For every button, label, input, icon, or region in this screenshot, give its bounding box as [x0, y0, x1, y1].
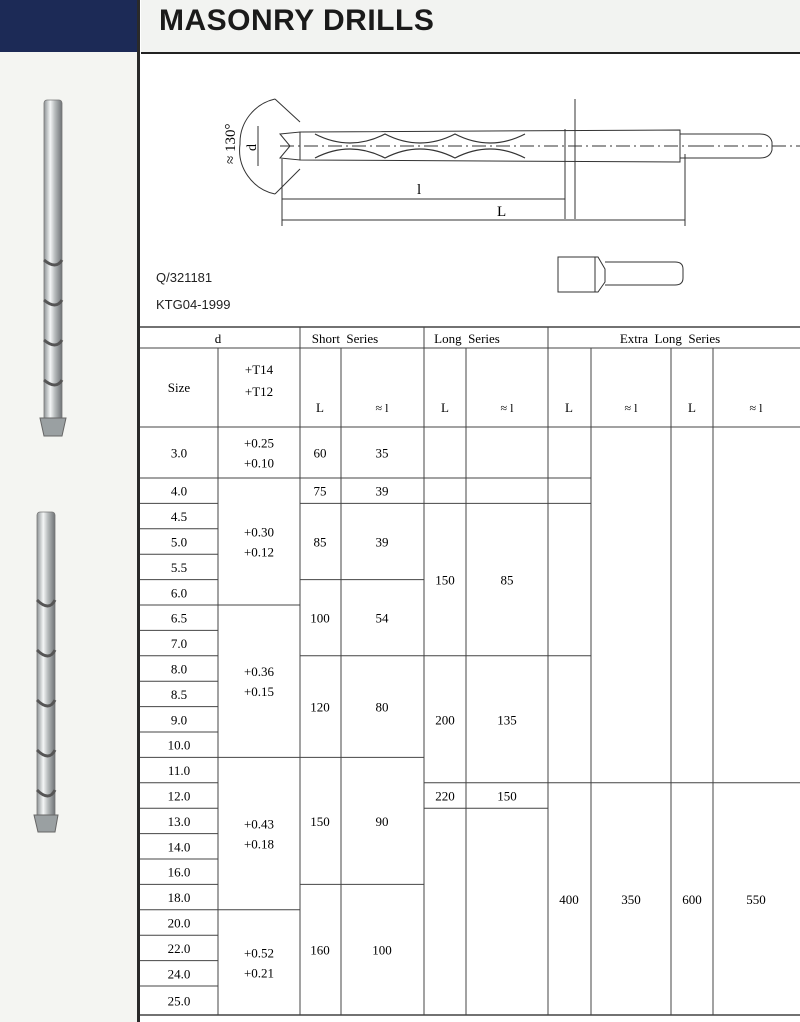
size-cell: 10.0: [167, 737, 191, 753]
long-series-l: 135: [497, 712, 517, 728]
header-long-l: ≈ l: [500, 401, 514, 415]
size-cell: 14.0: [167, 839, 191, 855]
page-title: MASONRY DRILLS: [159, 4, 435, 37]
long-series-L: 150: [435, 572, 455, 588]
tolerance-upper: +0.36: [243, 664, 275, 680]
header-long-series: Long Series: [434, 331, 500, 346]
header-short-L: L: [316, 400, 324, 415]
short-series-L: 100: [310, 610, 330, 626]
specs-table: [140, 320, 800, 1020]
size-cell: 18.0: [167, 890, 191, 906]
short-series-L: 60: [313, 445, 327, 461]
header-extra-long-series: Extra Long Series: [619, 331, 721, 346]
size-cell: 3.0: [170, 445, 188, 461]
header-extra-l1: ≈ l: [624, 401, 638, 415]
size-cell: 25.0: [167, 993, 191, 1009]
short-series-L: 120: [310, 699, 330, 715]
extra-long-l1: 350: [621, 891, 641, 907]
size-cell: 22.0: [167, 940, 191, 956]
short-series-L: 75: [313, 483, 327, 499]
drill-bit-illustration-short: [0, 0, 137, 1022]
shank-detail-drawing: [558, 257, 683, 292]
drill-bit-bottom: [34, 512, 58, 832]
tolerance-upper: +0.52: [243, 945, 275, 961]
drill-bit-top: [40, 100, 66, 436]
header-extra-l2: ≈ l: [749, 401, 763, 415]
drill-technical-drawing: [140, 54, 800, 314]
short-series-l: 80: [375, 699, 389, 715]
overall-length-label: L: [497, 204, 507, 220]
extra-long-l2: 550: [746, 891, 766, 907]
header-tol-top: +T14: [244, 362, 274, 377]
short-series-L: 150: [310, 813, 330, 829]
short-series-l: 35: [375, 445, 389, 461]
size-cell: 11.0: [167, 763, 191, 779]
short-series-l: 39: [375, 483, 389, 499]
size-cell: 6.5: [170, 610, 188, 626]
extra-long-L2: 600: [682, 891, 702, 907]
short-series-l: 39: [375, 534, 389, 550]
size-cell: 5.0: [170, 534, 188, 550]
long-series-L: 200: [435, 712, 455, 728]
short-series-l: 100: [372, 942, 392, 958]
diameter-label: d: [245, 144, 260, 151]
short-series-L: 160: [310, 942, 330, 958]
tolerance-lower: +0.10: [243, 455, 275, 471]
short-series-l: 54: [375, 610, 389, 626]
angle-label: ≈ 130°: [223, 123, 239, 164]
size-cell: 24.0: [167, 966, 191, 982]
size-cell: 4.5: [170, 509, 188, 525]
size-cell: 16.0: [167, 864, 191, 880]
tolerance-lower: +0.12: [243, 544, 275, 560]
long-series-L: 220: [435, 788, 455, 804]
size-cell: 9.0: [170, 712, 188, 728]
short-series-L: 85: [313, 534, 327, 550]
tolerance-upper: +0.25: [243, 435, 275, 451]
size-cell: 6.0: [170, 585, 188, 601]
header-extra-L2: L: [688, 400, 696, 415]
extra-long-L1: 400: [559, 891, 579, 907]
long-series-l: 150: [497, 788, 517, 804]
long-series-l: 85: [500, 572, 514, 588]
header-d: d: [214, 331, 222, 346]
size-cell: 12.0: [167, 788, 191, 804]
sidebar-panel: [0, 0, 137, 1022]
header-short-series: Short Series: [311, 331, 379, 346]
header-size: Size: [167, 380, 191, 395]
standard-code-2: KTG04-1999: [156, 297, 231, 312]
size-cell: 4.0: [170, 483, 188, 499]
title-bar: [141, 0, 800, 54]
size-cell: 13.0: [167, 813, 191, 829]
header-extra-L1: L: [565, 400, 573, 415]
size-cell: 8.0: [170, 661, 188, 677]
header-short-l: ≈ l: [375, 401, 389, 415]
size-cell: 7.0: [170, 636, 188, 652]
tolerance-upper: +0.30: [243, 524, 275, 540]
size-cell: 8.5: [170, 686, 188, 702]
header-tol-bottom: +T12: [244, 384, 274, 399]
size-cell: 20.0: [167, 915, 191, 931]
short-series-l: 90: [375, 813, 389, 829]
tolerance-lower: +0.15: [243, 684, 275, 700]
tolerance-lower: +0.21: [243, 965, 275, 981]
size-cell: 5.5: [170, 559, 188, 575]
standard-code-1: Q/321181: [156, 270, 213, 285]
tolerance-lower: +0.18: [243, 836, 275, 852]
tolerance-upper: +0.43: [243, 816, 275, 832]
header-long-L: L: [441, 400, 449, 415]
flute-length-label: l: [417, 182, 422, 198]
